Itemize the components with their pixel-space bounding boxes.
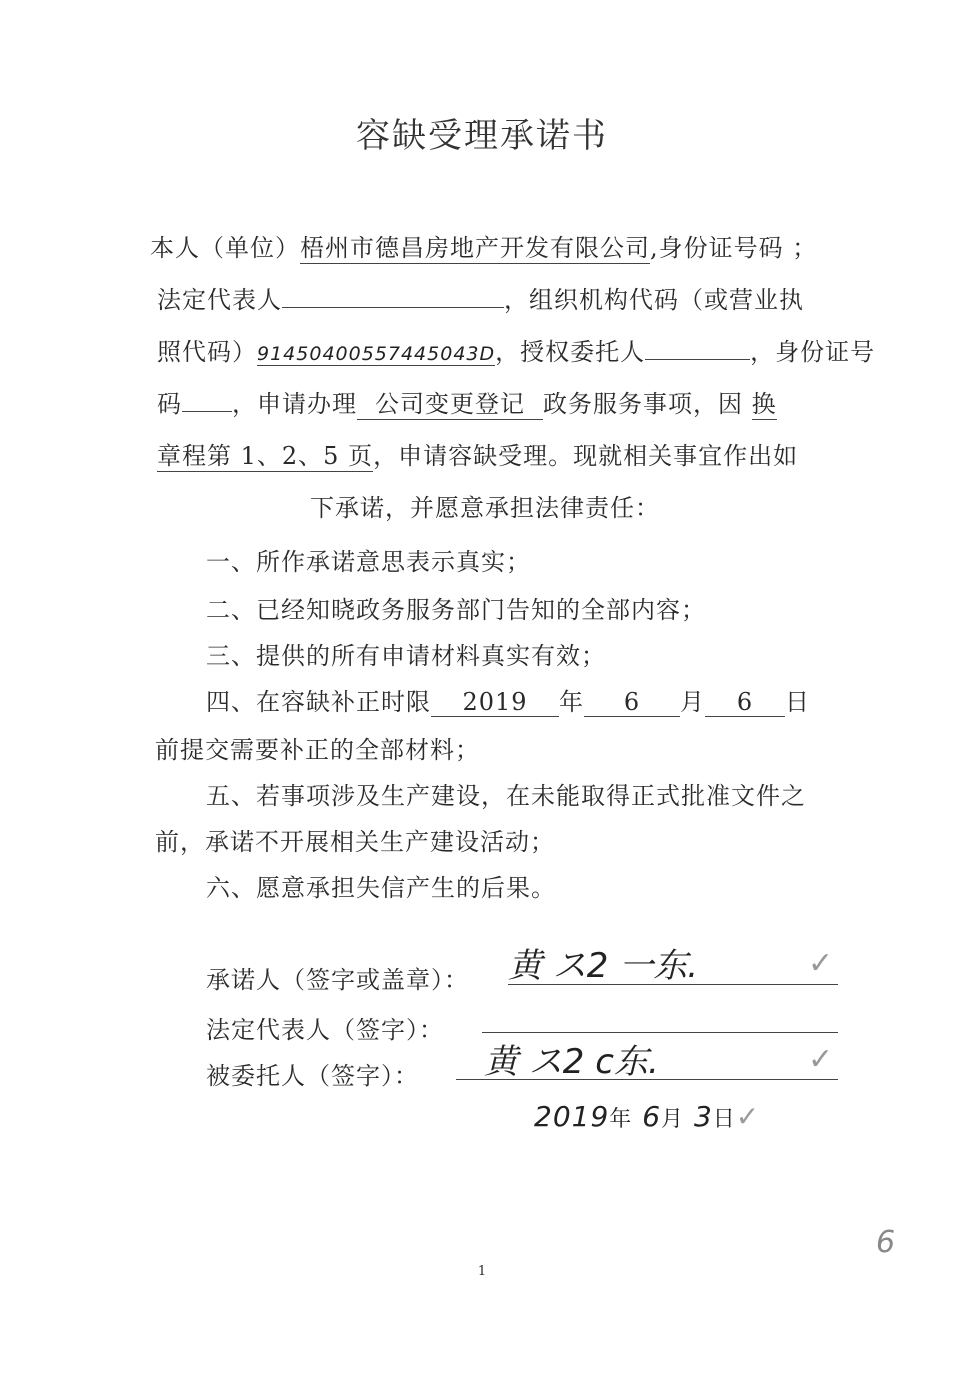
item-5-line2: 前，承诺不开展相关生产建设活动； [155, 828, 555, 856]
legal-rep-sign-line[interactable] [482, 1032, 838, 1033]
para1-line2 [157, 280, 804, 315]
check-icon: ✓ [735, 1100, 761, 1133]
text: ，申请办理 [232, 390, 357, 418]
item-3: 三、提供的所有申请材料真实有效； [206, 642, 606, 670]
date-day: 3 [693, 1100, 713, 1133]
item-2: 二、已经知晓政务服务部门告知的全部内容； [206, 596, 706, 624]
text: ，申请容缺受理。现就相关事宜作出如 [373, 442, 799, 470]
entrusted-signature: 黄 ス2 c东. [484, 1042, 659, 1082]
para1-line3 [157, 332, 875, 367]
para1-line5 [157, 436, 798, 472]
text: ，身份证号 [750, 338, 876, 366]
check-icon: ✓ [808, 946, 834, 981]
deadline-month: 6 [584, 688, 680, 717]
reason-part-a: 换 [752, 384, 777, 420]
company-name: 梧州市德昌房地产开发有限公司 [300, 228, 650, 264]
text: 日 [712, 1107, 736, 1132]
text: ，授权委托人 [495, 338, 646, 366]
legal-rep-label: 法定代表人（签字）： [206, 1016, 444, 1044]
text: 本人（单位） [150, 234, 300, 262]
text: 四、在容缺补正时限 [206, 688, 431, 716]
entrusted-blank [645, 337, 750, 360]
item-4-line2: 前提交需要补正的全部材料； [155, 736, 480, 764]
item-1: 一、所作承诺意思表示真实； [206, 548, 531, 576]
corner-mark: 6 [876, 1225, 896, 1260]
text: 法定代表人 [157, 286, 282, 314]
reason-part-b: 章程第 1、2、5 页 [157, 436, 373, 472]
text: 年 [609, 1107, 633, 1132]
item-4-line1 [206, 682, 810, 717]
para1-line6: 下承诺，并愿意承担法律责任： [310, 494, 660, 522]
promisor-label: 承诺人（签字或盖章）： [206, 966, 469, 994]
promisor-signature: 黄 ス2 一东. [508, 946, 699, 986]
para1-line1 [150, 228, 817, 264]
text: 照代码） [157, 338, 257, 366]
id-blank [182, 389, 232, 412]
deadline-day: 6 [705, 688, 785, 717]
check-icon: ✓ [808, 1042, 834, 1077]
item-6: 六、愿意承担失信产生的后果。 [206, 874, 556, 902]
service-name: 公司变更登记 [357, 384, 543, 420]
deadline-year: 2019 [431, 688, 559, 717]
text: 码 [157, 390, 182, 418]
text: 政务服务事项，因 [543, 390, 743, 418]
para1-line4 [157, 384, 777, 420]
legal-rep-blank [282, 285, 504, 308]
text: 月 [680, 688, 705, 716]
text: ，组织机构代码（或营业执 [504, 286, 804, 314]
text: 月 [661, 1107, 685, 1132]
org-code: 91450400557445043D [257, 343, 496, 365]
sign-date [534, 1100, 760, 1133]
item-5-line1: 五、若事项涉及生产建设，在未能取得正式批准文件之 [206, 782, 806, 810]
page-number: 1 [477, 1264, 487, 1279]
text: 年 [559, 688, 584, 716]
entrusted-label: 被委托人（签字）： [206, 1062, 419, 1090]
document-title: 容缺受理承诺书 [356, 116, 608, 156]
text: 日 [785, 688, 810, 716]
text: ,身份证号码 ； [650, 234, 818, 262]
date-month: 6 [642, 1100, 662, 1133]
date-year: 2019 [534, 1100, 610, 1133]
